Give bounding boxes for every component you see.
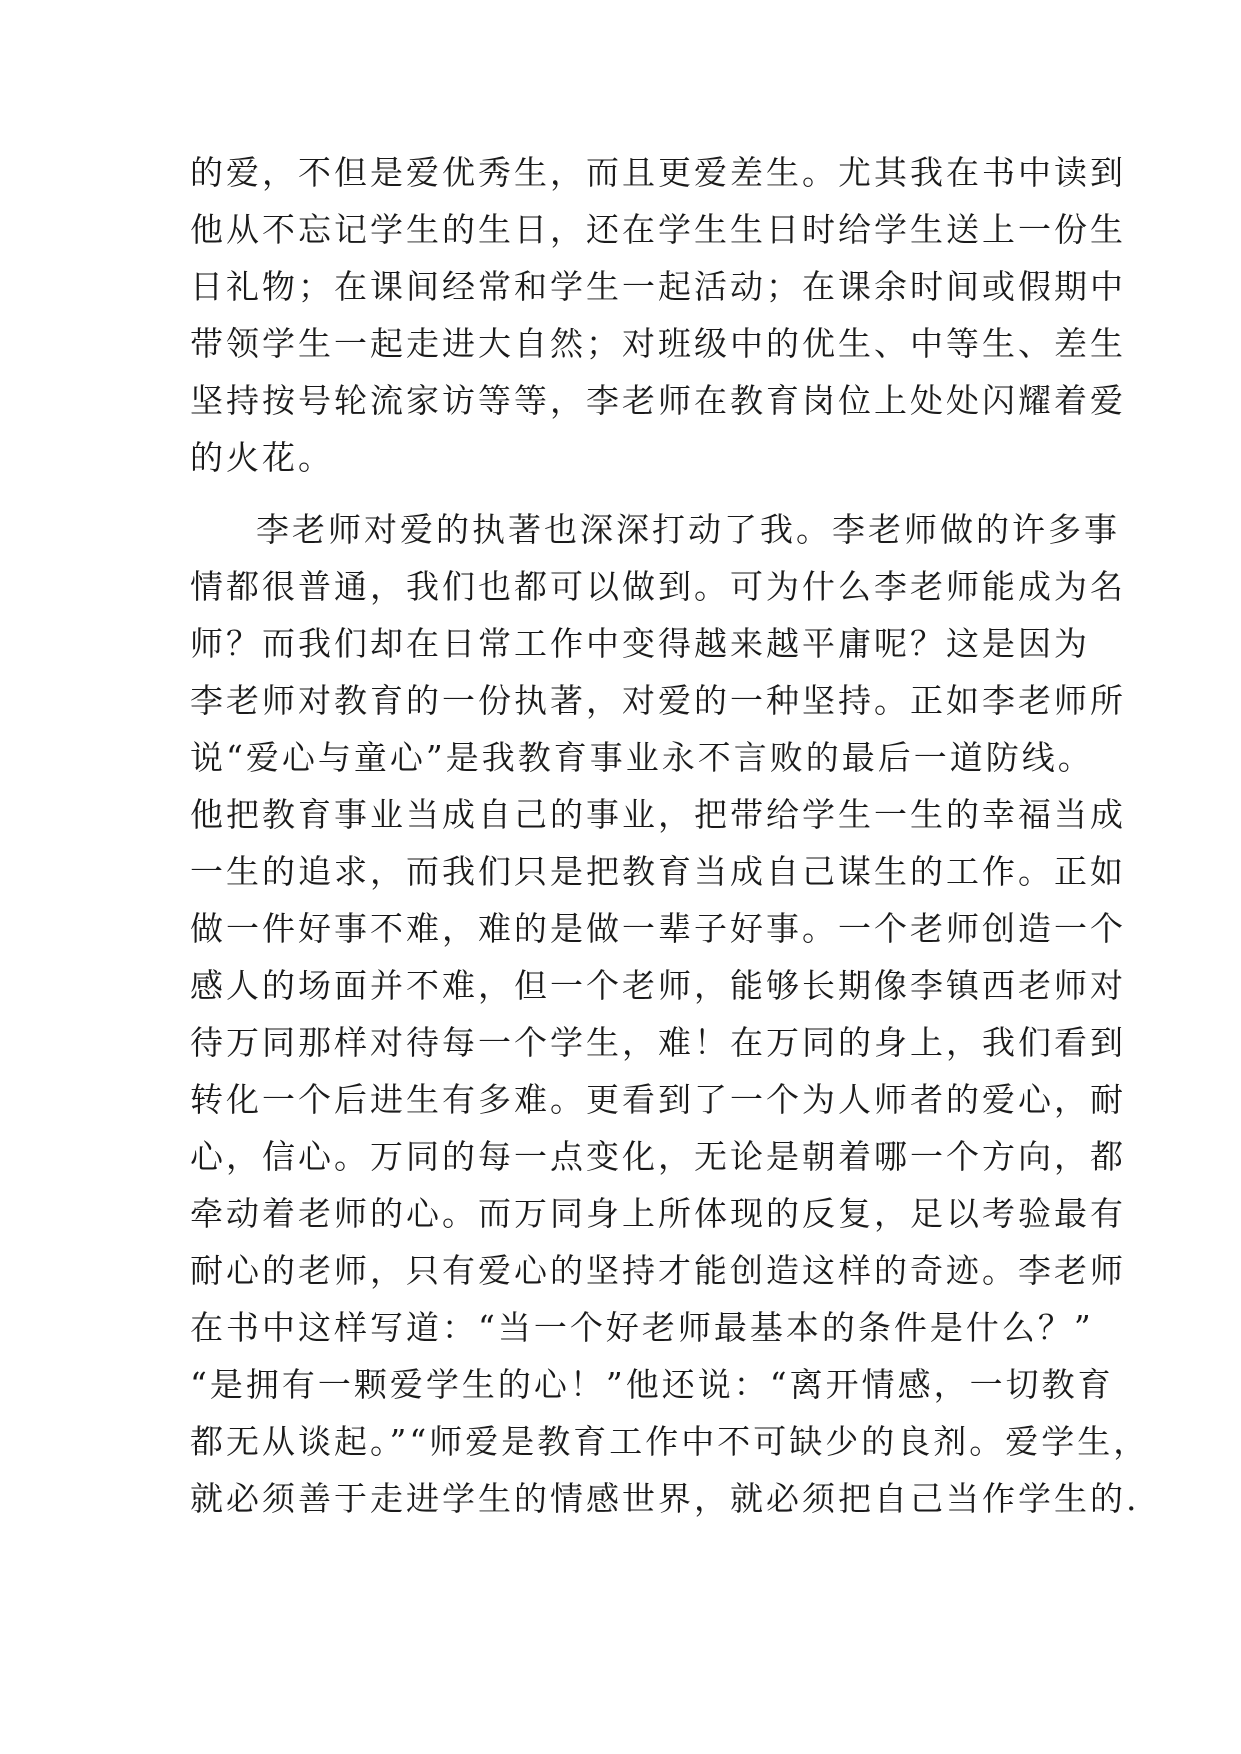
text-line: 心，信心。万同的每一点变化，无论是朝着哪一个方向，都 <box>190 1137 1126 1176</box>
text-line: 牵动着老师的心。而万同身上所体现的反复，足以考验最有 <box>190 1194 1126 1233</box>
text-line: 在书中这样写道：“当一个好老师最基本的条件是什么？” <box>190 1308 1094 1347</box>
text-line: 师？而我们却在日常工作中变得越来越平庸呢？这是因为 <box>190 624 1090 663</box>
paragraph-first-line: 李老师对爱的执著也深深打动了我。李老师做的许多事 <box>256 510 1120 549</box>
text-line: “是拥有一颗爱学生的心！”他还说：“离开情感，一切教育 <box>190 1365 1114 1404</box>
text-line: 他从不忘记学生的生日，还在学生生日时给学生送上一份生 <box>190 210 1126 249</box>
text-line: 的火花。 <box>190 438 334 477</box>
text-line: 的爱，不但是爱优秀生，而且更爱差生。尤其我在书中读到 <box>190 153 1126 192</box>
text-line: 说“爱心与童心”是我教育事业永不言败的最后一道防线。 <box>190 738 1094 777</box>
text-line: 一生的追求，而我们只是把教育当成自己谋生的工作。正如 <box>190 852 1126 891</box>
text-line: 做一件好事不难，难的是做一辈子好事。一个老师创造一个 <box>190 909 1126 948</box>
text-line: 转化一个后进生有多难。更看到了一个为人师者的爱心，耐 <box>190 1080 1126 1119</box>
text-line: 带领学生一起走进大自然；对班级中的优生、中等生、差生 <box>190 324 1126 363</box>
text-line: 都无从谈起。”“师爱是教育工作中不可缺少的良剂。爱学生， <box>190 1422 1150 1461</box>
text-line: 感人的场面并不难，但一个老师，能够长期像李镇西老师对 <box>190 966 1126 1005</box>
text-line: 日礼物；在课间经常和学生一起活动；在课余时间或假期中 <box>190 267 1126 306</box>
text-line: 情都很普通，我们也都可以做到。可为什么李老师能成为名 <box>190 567 1126 606</box>
text-line: 就必须善于走进学生的情感世界，就必须把自己当作学生的. <box>190 1479 1140 1518</box>
text-line: 他把教育事业当成自己的事业，把带给学生一生的幸福当成 <box>190 795 1126 834</box>
text-line: 坚持按号轮流家访等等，李老师在教育岗位上处处闪耀着爱 <box>190 381 1126 420</box>
text-line: 待万同那样对待每一个学生，难！在万同的身上，我们看到 <box>190 1023 1126 1062</box>
text-line: 耐心的老师，只有爱心的坚持才能创造这样的奇迹。李老师 <box>190 1251 1126 1290</box>
text-line: 李老师对教育的一份执著，对爱的一种坚持。正如李老师所 <box>190 681 1126 720</box>
